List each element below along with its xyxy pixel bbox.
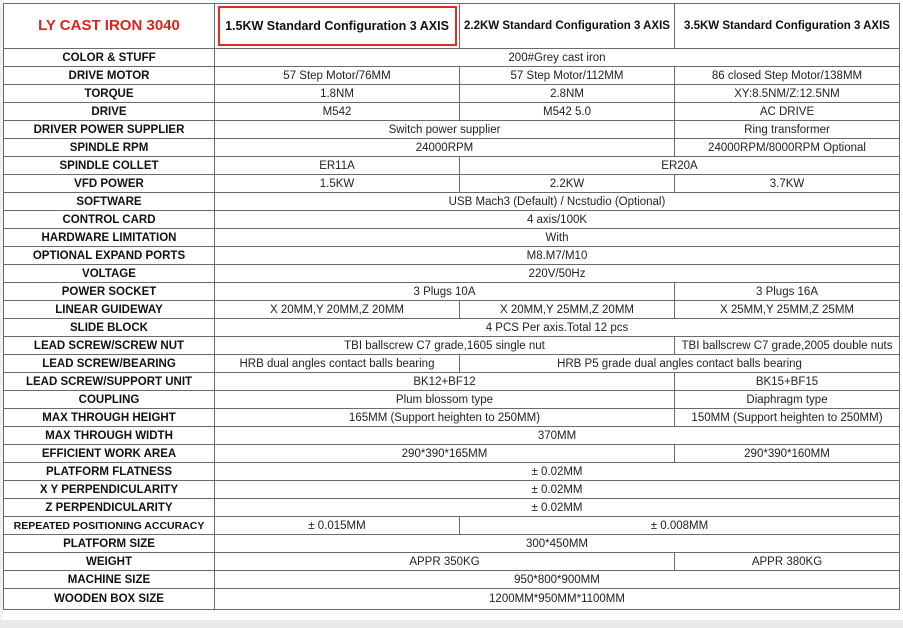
table-row (4, 409, 900, 427)
row-label: PLATFORM SIZE (4, 535, 215, 553)
table-row (4, 229, 900, 247)
table-row (4, 121, 900, 139)
row-value: 3 Plugs 16A (675, 283, 900, 301)
table-row (4, 175, 900, 193)
table-row (4, 463, 900, 481)
table-row (4, 517, 900, 535)
row-label: DRIVER POWER SUPPLIER (4, 121, 215, 139)
table-row (4, 427, 900, 445)
row-label: SLIDE BLOCK (4, 319, 215, 337)
row-value: Ring transformer (675, 121, 900, 139)
row-value: ± 0.02MM (215, 463, 900, 481)
row-value: Switch power supplier (215, 121, 675, 139)
row-value: 24000RPM (215, 139, 675, 157)
row-value: With (215, 229, 900, 247)
table-row (4, 391, 900, 409)
table-row (4, 283, 900, 301)
row-value: ± 0.015MM (215, 517, 460, 535)
table-row (4, 481, 900, 499)
table-row (4, 355, 900, 373)
row-value: 4 axis/100K (215, 211, 900, 229)
row-label: MAX THROUGH HEIGHT (4, 409, 215, 427)
config-2-header: 2.2KW Standard Configuration 3 AXIS (460, 4, 675, 49)
row-label: OPTIONAL EXPAND PORTS (4, 247, 215, 265)
row-value: 150MM (Support heighten to 250MM) (675, 409, 900, 427)
table-row (4, 67, 900, 85)
row-value: 1.8NM (215, 85, 460, 103)
highlight-box (218, 6, 457, 46)
row-value: APPR 350KG (215, 553, 675, 571)
row-value: APPR 380KG (675, 553, 900, 571)
table-row (4, 499, 900, 517)
row-value: TBI ballscrew C7 grade,1605 single nut (215, 337, 675, 355)
table-row (4, 85, 900, 103)
row-value: ± 0.008MM (460, 517, 900, 535)
row-value: BK12+BF12 (215, 373, 675, 391)
row-value: HRB P5 grade dual angles contact balls bearing (460, 355, 900, 373)
table-row (4, 193, 900, 211)
row-label: WEIGHT (4, 553, 215, 571)
row-value: 200#Grey cast iron (215, 49, 900, 67)
table-header-row (4, 4, 900, 49)
row-value: 300*450MM (215, 535, 900, 553)
row-value: 1200MM*950MM*1100MM (215, 589, 900, 610)
brand-title: LY CAST IRON 3040 (4, 4, 215, 49)
row-label: SPINDLE RPM (4, 139, 215, 157)
row-value: 1.5KW (215, 175, 460, 193)
table-row (4, 553, 900, 571)
row-value: 290*390*165MM (215, 445, 675, 463)
row-value: X 20MM,Y 20MM,Z 20MM (215, 301, 460, 319)
row-value: X 25MM,Y 25MM,Z 25MM (675, 301, 900, 319)
row-value: 220V/50Hz (215, 265, 900, 283)
row-label: DRIVE (4, 103, 215, 121)
row-value: 2.8NM (460, 85, 675, 103)
row-label: COLOR & STUFF (4, 49, 215, 67)
spec-table (3, 3, 900, 610)
row-value: 290*390*160MM (675, 445, 900, 463)
row-value: 2.2KW (460, 175, 675, 193)
row-label: COUPLING (4, 391, 215, 409)
row-label: REPEATED POSITIONING ACCURACY (4, 517, 215, 535)
row-label: LEAD SCREW/BEARING (4, 355, 215, 373)
table-row (4, 211, 900, 229)
row-value: ± 0.02MM (215, 481, 900, 499)
config-1-label: 1.5KW Standard Configuration 3 AXIS (225, 19, 449, 33)
row-value: 57 Step Motor/76MM (215, 67, 460, 85)
table-row (4, 247, 900, 265)
row-value: X 20MM,Y 25MM,Z 20MM (460, 301, 675, 319)
row-value: 86 closed Step Motor/138MM (675, 67, 900, 85)
row-value: USB Mach3 (Default) / Ncstudio (Optional) (215, 193, 900, 211)
row-label: MAX THROUGH WIDTH (4, 427, 215, 445)
row-label: CONTROL CARD (4, 211, 215, 229)
spec-sheet (3, 3, 900, 610)
row-value: HRB dual angles contact balls bearing (215, 355, 460, 373)
table-row (4, 49, 900, 67)
row-label: X Y PERPENDICULARITY (4, 481, 215, 499)
row-value: 950*800*900MM (215, 571, 900, 589)
row-label: DRIVE MOTOR (4, 67, 215, 85)
row-value: 165MM (Support heighten to 250MM) (215, 409, 675, 427)
row-value: 57 Step Motor/112MM (460, 67, 675, 85)
table-row (4, 571, 900, 589)
row-label: VFD POWER (4, 175, 215, 193)
row-value: ER11A (215, 157, 460, 175)
table-row (4, 103, 900, 121)
row-label: EFFICIENT WORK AREA (4, 445, 215, 463)
table-row (4, 373, 900, 391)
row-label: POWER SOCKET (4, 283, 215, 301)
table-row (4, 319, 900, 337)
table-row (4, 535, 900, 553)
row-value: AC DRIVE (675, 103, 900, 121)
row-label: SOFTWARE (4, 193, 215, 211)
table-row (4, 139, 900, 157)
page-bottom-edge (0, 620, 903, 628)
row-value: ± 0.02MM (215, 499, 900, 517)
row-value: M542 (215, 103, 460, 121)
row-label: Z PERPENDICULARITY (4, 499, 215, 517)
row-value: M8.M7/M10 (215, 247, 900, 265)
row-label: LEAD SCREW/SUPPORT UNIT (4, 373, 215, 391)
row-value: 4 PCS Per axis.Total 12 pcs (215, 319, 900, 337)
table-row (4, 337, 900, 355)
row-label: SPINDLE COLLET (4, 157, 215, 175)
row-value: 24000RPM/8000RPM Optional (675, 139, 900, 157)
row-label: MACHINE SIZE (4, 571, 215, 589)
row-value: ER20A (460, 157, 900, 175)
row-label: LEAD SCREW/SCREW NUT (4, 337, 215, 355)
row-label: LINEAR GUIDEWAY (4, 301, 215, 319)
row-label: PLATFORM FLATNESS (4, 463, 215, 481)
table-row (4, 265, 900, 283)
table-row (4, 589, 900, 610)
config-3-header: 3.5KW Standard Configuration 3 AXIS (675, 4, 900, 49)
row-label: WOODEN BOX SIZE (4, 589, 215, 610)
row-value: Diaphragm type (675, 391, 900, 409)
row-value: M542 5.0 (460, 103, 675, 121)
row-value: TBI ballscrew C7 grade,2005 double nuts (675, 337, 900, 355)
row-value: 3 Plugs 10A (215, 283, 675, 301)
table-row (4, 301, 900, 319)
table-row (4, 157, 900, 175)
row-value: Plum blossom type (215, 391, 675, 409)
config-1-header (215, 4, 460, 49)
row-value: XY:8.5NM/Z:12.5NM (675, 85, 900, 103)
row-value: 370MM (215, 427, 900, 445)
row-value: 3.7KW (675, 175, 900, 193)
table-row (4, 445, 900, 463)
row-label: TORQUE (4, 85, 215, 103)
row-label: HARDWARE LIMITATION (4, 229, 215, 247)
row-value: BK15+BF15 (675, 373, 900, 391)
row-label: VOLTAGE (4, 265, 215, 283)
